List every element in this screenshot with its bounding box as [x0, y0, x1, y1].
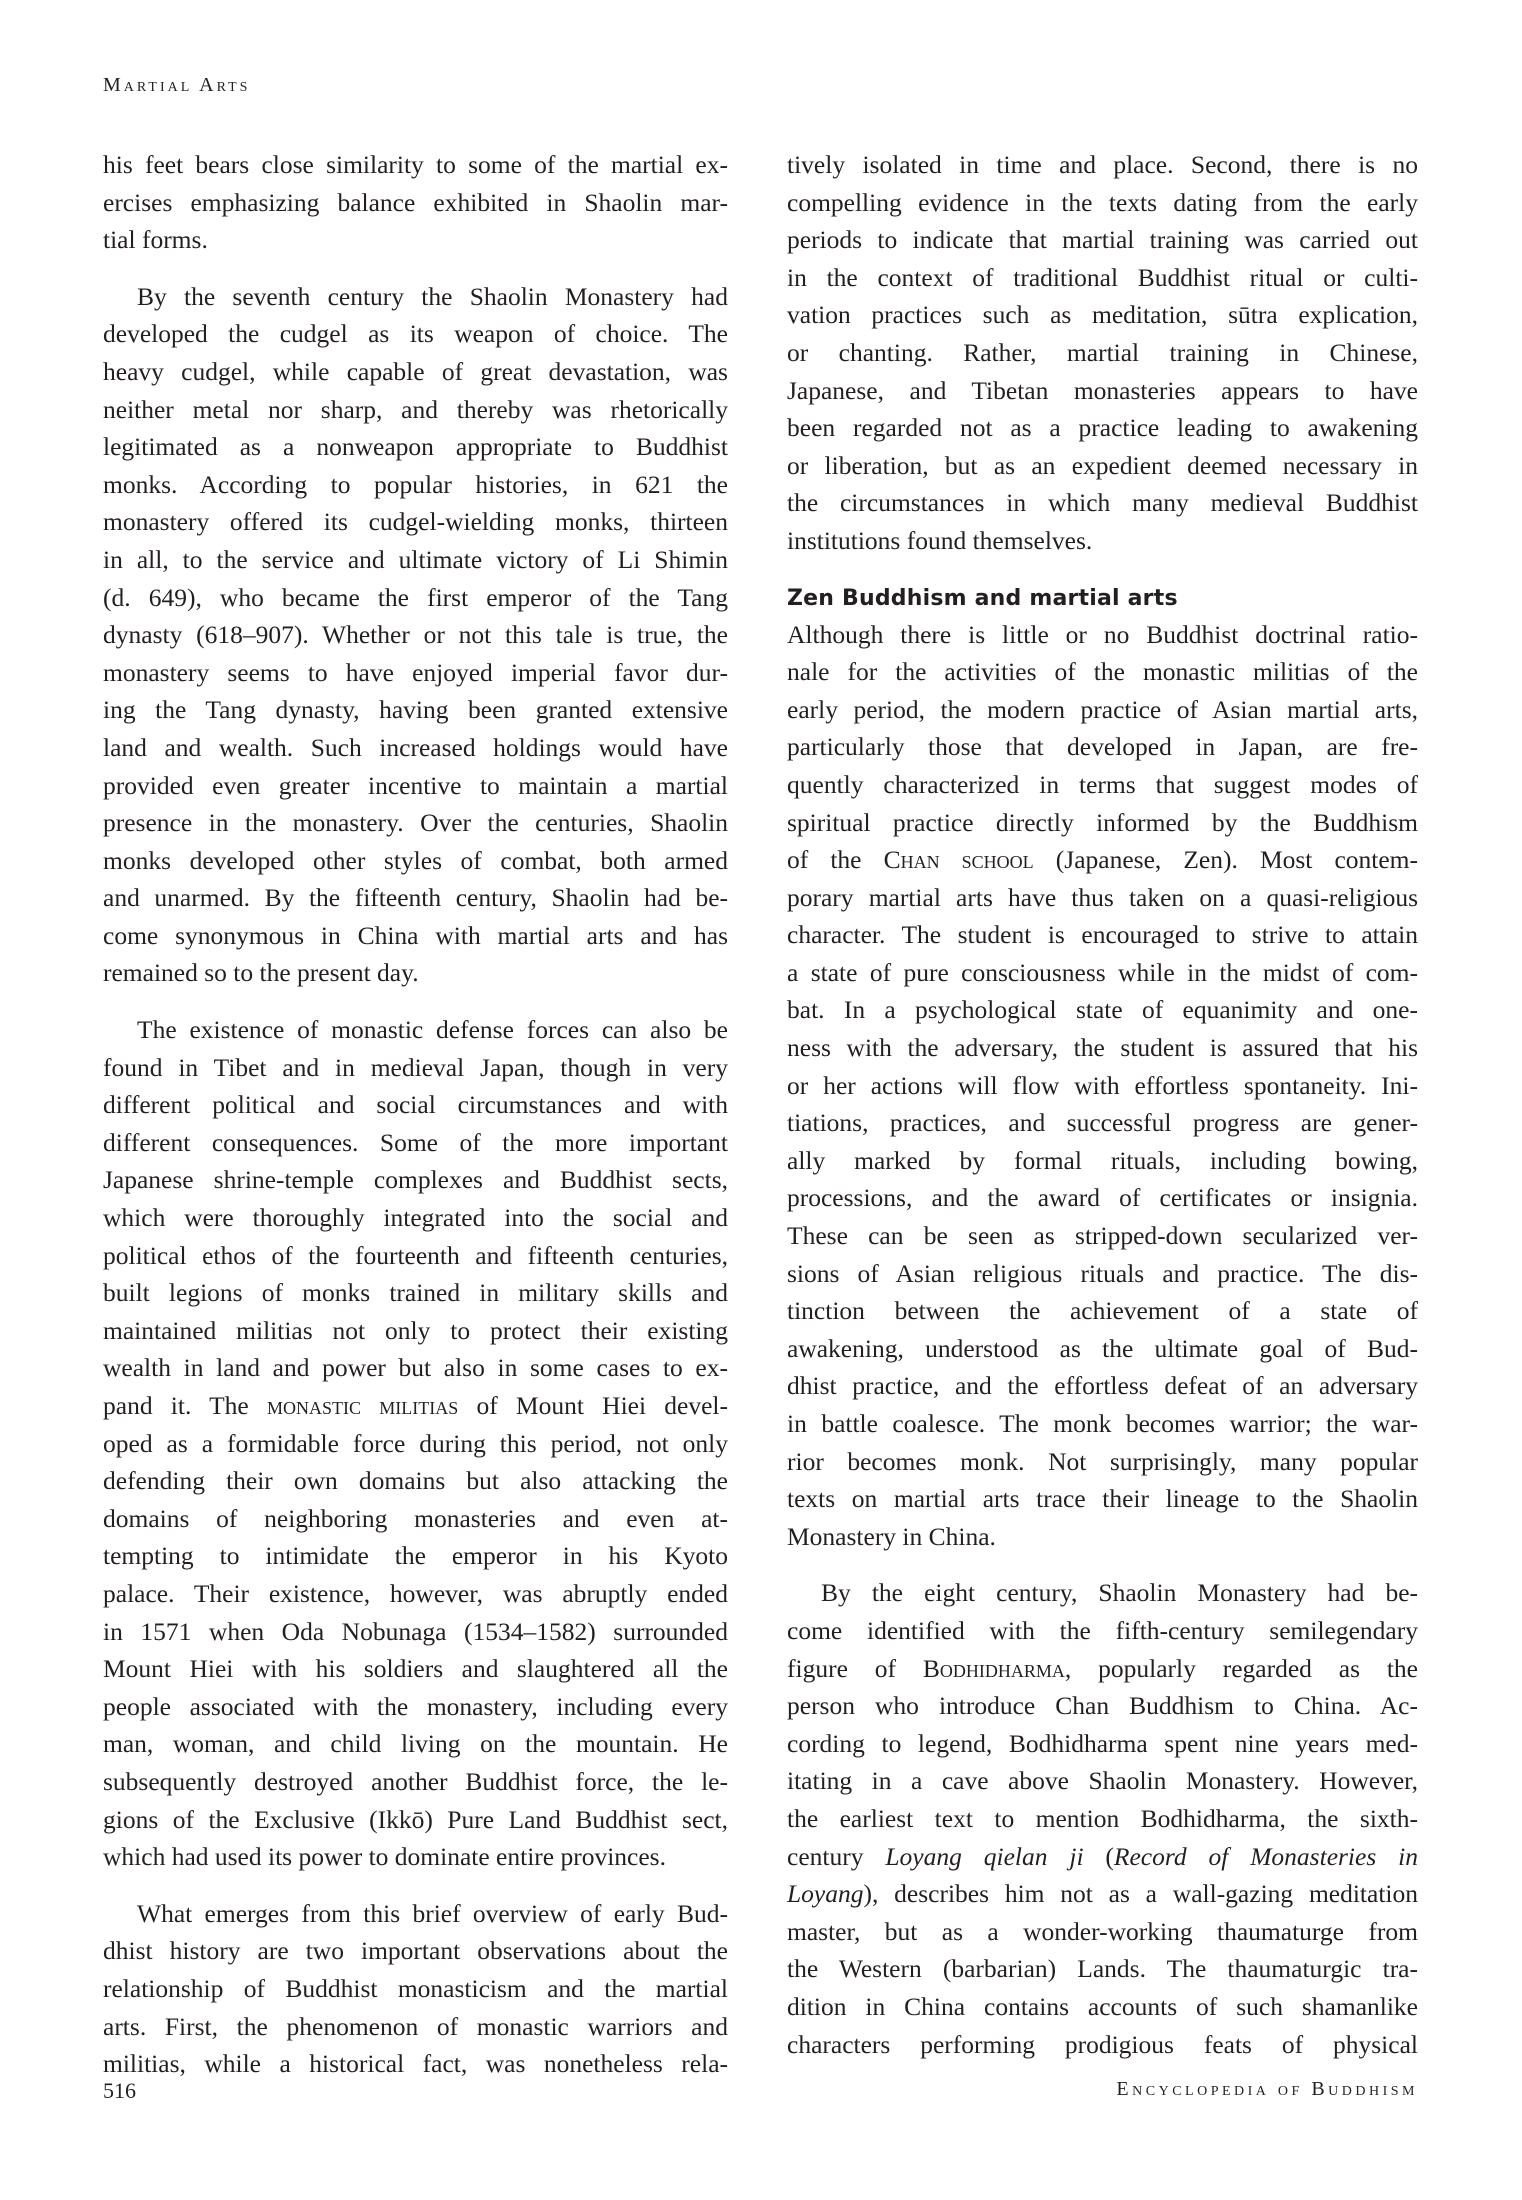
text-line: nale for the activities of the monastic militias of the: [787, 657, 1418, 687]
text-line: domains of neighboring monasteries and even at-: [103, 1503, 728, 1533]
page-number: 516: [103, 2078, 136, 2103]
text-line: been regarded not as a practice leading to awakening: [787, 413, 1418, 443]
text-line: in all, to the service and ultimate victory of Li Shimin: [103, 544, 728, 574]
text-line: land and wealth. Such increased holdings would have: [103, 732, 728, 762]
text-line: militias, while a historical fact, was nonetheless rela-: [103, 2049, 728, 2079]
text-line: which were thoroughly integrated into the social and: [103, 1203, 728, 1233]
text-line: oped as a formidable force during this period, not only: [103, 1428, 728, 1458]
text-line: developed the cudgel as its weapon of choice. The: [103, 319, 728, 349]
text-line: dynasty (618–907). Whether or not this tale is true, the: [103, 620, 728, 650]
text-line: or chanting. Rather, martial training in Chinese,: [787, 337, 1418, 367]
text-line: relationship of Buddhist monasticism and the martial: [103, 1973, 728, 2003]
text-line: arts. First, the phenomenon of monastic warriors and: [103, 2011, 728, 2041]
text-line: ally marked by formal rituals, including bowing,: [787, 1145, 1418, 1175]
text-line: provided even greater incentive to maintain a martial: [103, 770, 728, 800]
text-line: monks developed other styles of combat, both armed: [103, 845, 728, 875]
text-line: itating in a cave above Shaolin Monastery. However,: [787, 1766, 1418, 1796]
text-line: Although there is little or no Buddhist doctrinal ratio-: [787, 619, 1418, 649]
text-line: dhist history are two important observations about the: [103, 1936, 728, 1966]
text-line: Monastery in China.: [787, 1521, 996, 1551]
right-column: [787, 146, 1418, 2082]
text-line: heavy cudgel, while capable of great devastation, was: [103, 356, 728, 386]
paragraph: [103, 278, 728, 992]
text-line: remained so to the present day.: [103, 958, 419, 988]
text-line: rior becomes monk. Not surprisingly, many popular: [787, 1446, 1418, 1476]
text-line: Japanese shrine-temple complexes and Buddhist sects,: [103, 1165, 728, 1195]
text-line: and unarmed. By the fifteenth century, Shaolin had be-: [103, 883, 728, 913]
text-line: texts on martial arts trace their lineage to the Shaolin: [787, 1484, 1418, 1514]
text-line: different political and social circumstances and with: [103, 1090, 728, 1120]
text-line: gions of the Exclusive (Ikkō) Pure Land Buddhist sect,: [103, 1804, 728, 1834]
text-line: in the context of traditional Buddhist ritual or culti-: [787, 262, 1418, 292]
text-line: awakening, understood as the ultimate goal of Bud-: [787, 1333, 1418, 1363]
text-line: By the eight century, Shaolin Monastery had be-: [821, 1578, 1418, 1608]
text-line: maintained militias not only to protect their existing: [103, 1315, 728, 1345]
text-line: monastery seems to have enjoyed imperial favor dur-: [103, 657, 728, 687]
text-line: found in Tibet and in medieval Japan, though in very: [103, 1052, 728, 1082]
text-line: the Western (barbarian) Lands. The thaumaturgic tra-: [787, 1954, 1418, 1984]
text-line: tial forms.: [103, 225, 208, 255]
text-line: quently characterized in terms that suggest modes of: [787, 769, 1418, 799]
text-line: different consequences. Some of the more important: [103, 1127, 728, 1157]
text-line: character. The student is encouraged to strive to attain: [787, 920, 1418, 950]
text-line: a state of pure consciousness while in the midst of com-: [787, 957, 1418, 987]
text-line: particularly those that developed in Japan, are fre-: [787, 732, 1418, 762]
text-line: century Loyang qielan ji (Record of Monasteries in: [787, 1841, 1418, 1871]
text-line: come identified with the fifth-century semilegendary: [787, 1615, 1418, 1645]
italic-title: Loyang qielan ji: [885, 1841, 1084, 1871]
text-line: porary martial arts have thus taken on a quasi-religious: [787, 882, 1418, 912]
text-line: the earliest text to mention Bodhidharma, the sixth-: [787, 1803, 1418, 1833]
text-line: ercises emphasizing balance exhibited in Shaolin mar-: [103, 187, 728, 217]
text-line: in 1571 when Oda Nobunaga (1534–1582) surrounded: [103, 1616, 728, 1646]
text-line: Loyang), describes him not as a wall-gazing meditation: [787, 1879, 1418, 1909]
text-line: ing the Tang dynasty, having been granted extensive: [103, 695, 728, 725]
text-line: What emerges from this brief overview of early Bud-: [137, 1898, 728, 1928]
paragraph: [787, 616, 1418, 1556]
text-line: presence in the monastery. Over the centuries, Shaolin: [103, 808, 728, 838]
text-line: his feet bears close similarity to some of the martial ex-: [103, 150, 728, 179]
text-line: (d. 649), who became the first emperor of the Tang: [103, 582, 728, 612]
text-line: the circumstances in which many medieval Buddhist: [787, 488, 1418, 518]
cross-reference: Chan school: [883, 845, 1034, 875]
text-line: tempting to intimidate the emperor in his Kyoto: [103, 1541, 728, 1571]
section-heading: Zen Buddhism and martial arts: [787, 585, 1178, 611]
text-line: wealth in land and power but also in some cases to ex-: [103, 1353, 728, 1383]
text-line: built legions of monks trained in military skills and: [103, 1278, 728, 1308]
text-line: By the seventh century the Shaolin Monastery had: [137, 281, 728, 311]
text-line: early period, the modern practice of Asian martial arts,: [787, 694, 1418, 724]
text-line: dition in China contains accounts of such shamanlike: [787, 1991, 1418, 2021]
text-line: in battle coalesce. The monk becomes warrior; the war-: [787, 1409, 1418, 1438]
text-line: cording to legend, Bodhidharma spent nine years med-: [787, 1728, 1418, 1758]
paragraph-continued: [787, 146, 1418, 560]
text-line: or her actions will flow with effortless spontaneity. Ini-: [787, 1070, 1418, 1100]
text-line: monastery offered its cudgel-wielding monks, thirteen: [103, 507, 728, 537]
text-line: institutions found themselves.: [787, 525, 1093, 555]
italic-title: Loyang: [787, 1879, 864, 1909]
text-line: Mount Hiei with his soldiers and slaughtered all the: [103, 1654, 728, 1684]
text-line: characters performing prodigious feats of physical: [787, 2029, 1418, 2059]
paragraph: [103, 1011, 728, 1876]
text-line: neither metal nor sharp, and thereby was rhetorically: [103, 394, 728, 424]
text-line: tinction between the achievement of a state of: [787, 1296, 1418, 1326]
text-line: vation practices such as meditation, sūtra explication,: [787, 300, 1418, 330]
cross-reference: monastic militias: [266, 1391, 459, 1420]
text-line: come synonymous in China with martial arts and has: [103, 920, 728, 950]
left-column: [103, 146, 728, 2102]
paragraph: [103, 1895, 728, 2083]
text-line: palace. Their existence, however, was abruptly ended: [103, 1578, 728, 1608]
text-line: ness with the adversary, the student is assured that his: [787, 1033, 1418, 1063]
text-line: tively isolated in time and place. Second, there is no: [787, 150, 1418, 179]
text-line: sions of Asian religious rituals and practice. The dis-: [787, 1258, 1418, 1288]
text-line: These can be seen as stripped-down secularized ver-: [787, 1221, 1418, 1251]
text-line: periods to indicate that martial training was carried out: [787, 225, 1418, 255]
text-line: dhist practice, and the effortless defeat of an adversary: [787, 1371, 1418, 1401]
text-line: master, but as a wonder-working thaumaturge from: [787, 1916, 1418, 1946]
text-line: The existence of monastic defense forces can also be: [137, 1015, 728, 1045]
text-line: which had used its power to dominate entire provinces.: [103, 1842, 666, 1872]
text-line: spiritual practice directly informed by the Buddhism: [787, 807, 1418, 837]
running-head: Martial Arts: [103, 74, 251, 96]
text-line: bat. In a psychological state of equanimity and one-: [787, 995, 1418, 1025]
text-line: tiations, practices, and successful progress are gener-: [787, 1108, 1418, 1138]
text-line: pand it. The monastic militias of Mount Hiei devel-: [103, 1391, 728, 1420]
text-line: person who introduce Chan Buddhism to China. Ac-: [787, 1691, 1418, 1721]
text-line: processions, and the award of certificates or insignia.: [787, 1183, 1418, 1213]
text-line: Japanese, and Tibetan monasteries appears to have: [787, 375, 1418, 405]
text-line: subsequently destroyed another Buddhist force, the le-: [103, 1766, 728, 1796]
text-line: of the Chan school (Japanese, Zen). Most contem-: [787, 845, 1419, 875]
text-line: figure of Bodhidharma, popularly regarded as the: [787, 1653, 1418, 1683]
italic-title: Record of Monasteries in: [1113, 1841, 1418, 1871]
cross-reference: Bodhidharma: [922, 1653, 1065, 1683]
paragraph: [103, 146, 728, 259]
paragraph: [787, 1574, 1418, 2063]
text-line: monks. According to popular histories, in 621 the: [103, 469, 728, 499]
publication-title: Encyclopedia of Buddhism: [1116, 2078, 1418, 2100]
text-line: defending their own domains but also attacking the: [103, 1466, 728, 1496]
text-line: political ethos of the fourteenth and fifteenth centuries,: [103, 1240, 728, 1270]
text-line: people associated with the monastery, including every: [103, 1691, 728, 1721]
text-line: or liberation, but as an expedient deemed necessary in: [787, 450, 1418, 480]
text-line: man, woman, and child living on the mountain. He: [103, 1729, 728, 1759]
text-line: legitimated as a nonweapon appropriate to Buddhist: [103, 432, 728, 462]
text-line: compelling evidence in the texts dating from the early: [787, 187, 1418, 217]
